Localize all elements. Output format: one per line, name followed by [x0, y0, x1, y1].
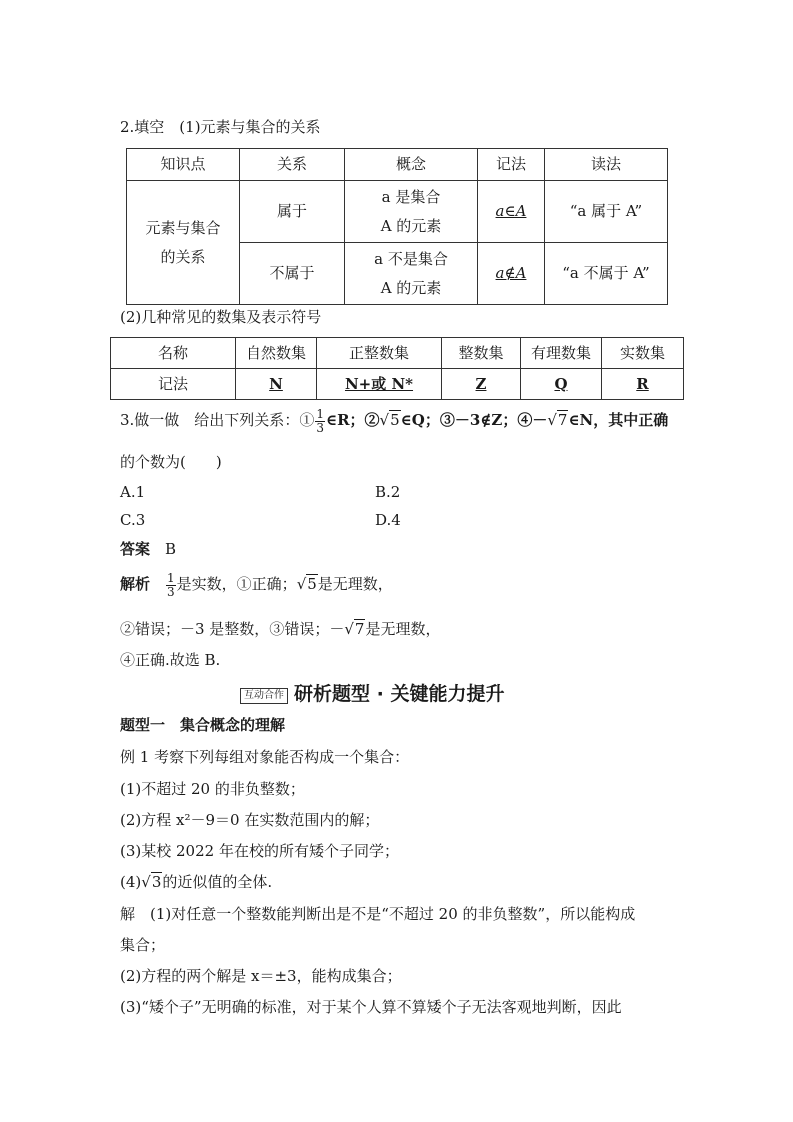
set-notation: Z [442, 369, 521, 400]
set-notation: N [236, 369, 317, 400]
analysis-line1: 解析 $\frac{1}{3}$ 是实数，①正确；√5是无理数， [120, 571, 393, 599]
analysis-part3: ②错误；－3 是整数，③错误；－ [120, 620, 345, 638]
sqrt-radicand: 5 [390, 411, 400, 430]
solution-line: (2)方程的两个解是 x＝±3，能构成集合； [120, 967, 402, 985]
fill-label2: (2)几种常见的数集及表示符号 [120, 308, 322, 326]
topic-line2: 的关系 [160, 247, 206, 266]
set-name: 有理数集 [521, 338, 602, 369]
exercise-line2: 的个数为( ) [120, 453, 222, 471]
exercise-part1: ∈R；② [325, 411, 380, 430]
analysis-label: 解析 [120, 575, 151, 594]
header-relation: 关系 [240, 149, 345, 181]
reading-cell: “a 属于 A” [545, 181, 668, 243]
section-title: 研析题型 · 关键能力提升 [294, 683, 505, 705]
type1-title: 题型一 集合概念的理解 [120, 716, 286, 734]
set-name: 整数集 [442, 338, 521, 369]
option-d: D.4 [375, 511, 401, 529]
notation-cell: a∈A [478, 181, 545, 243]
fill-label: 2.填空 (1)元素与集合的关系 [120, 118, 321, 136]
concept-line1: a 是集合 [381, 188, 441, 206]
concept-line2: A 的元素 [380, 216, 442, 235]
number-sets-table [110, 337, 684, 400]
section-badge: 互动合作 [240, 688, 288, 704]
example-item: (4)√3的近似值的全体. [120, 873, 273, 891]
header-reading: 读法 [545, 149, 668, 181]
exercise-intro: 3.做一做 给出下列关系：① [120, 411, 315, 430]
example-title: 例 1 考察下列每组对象能否构成一个集合： [120, 748, 410, 766]
relation-cell: 属于 [240, 181, 345, 243]
item4-prefix: (4) [120, 873, 142, 891]
option-a: A.1 [120, 483, 146, 501]
concept-cell [345, 181, 478, 243]
analysis-line3: ④正确.故选 B. [120, 651, 221, 669]
answer-label: 答案 [120, 540, 151, 558]
concept-cell [345, 243, 478, 305]
analysis-part1: 是实数，①正确； [176, 575, 297, 594]
set-notation: R [602, 369, 684, 400]
answer-value: B [165, 540, 177, 558]
example-item: (2)方程 x²－9＝0 在实数范围内的解； [120, 811, 380, 829]
fraction-numerator: 1 [316, 407, 324, 421]
exercise-part2: ∈Q；③－3∉Z；④－ [400, 411, 548, 430]
sqrt-radicand: 5 [307, 575, 317, 594]
set-name: 自然数集 [236, 338, 317, 369]
solution-line: (3)“矮个子”无明确的标准，对于某个人算不算矮个子无法客观地判断，因此 [120, 998, 622, 1016]
analysis-part4: 是无理数， [365, 620, 441, 638]
solution-line: 解 (1)对任意一个整数能判断出是不是“不超过 20 的非负整数”，所以能构成 [120, 905, 636, 923]
set-notation: N+或 N* [317, 369, 442, 400]
option-b: B.2 [375, 483, 401, 501]
set-name: 实数集 [602, 338, 684, 369]
analysis-part2: 是无理数， [317, 575, 393, 594]
notation-header: 记法 [111, 369, 236, 400]
sqrt-radicand: 7 [557, 411, 568, 430]
analysis-line2: ②错误；－3 是整数，③错误；－√7是无理数， [120, 620, 441, 638]
header-notation: 记法 [478, 149, 545, 181]
example-item: (1)不超过 20 的非负整数； [120, 780, 305, 798]
fraction-denominator: 3 [167, 584, 175, 599]
sqrt-radicand: 7 [354, 620, 365, 638]
exercise-part3: ∈N，其中正确 [568, 411, 669, 430]
topic-cell [127, 181, 240, 305]
reading-cell: “a 不属于 A” [545, 243, 668, 305]
section-heading [240, 683, 504, 706]
answer-line [120, 540, 176, 558]
notation-cell: a∉A [478, 243, 545, 305]
topic-line1: 元素与集合 [145, 219, 221, 237]
solution-line: 集合； [120, 936, 166, 954]
set-name: 正整数集 [317, 338, 442, 369]
exercise-question: 3.做一做 给出下列关系：① $\frac{1}{3}$ ∈R；②√5∈Q；③－3∉Z；④－√7∈N，其中正确 [120, 407, 669, 435]
fraction-numerator: 1 [167, 571, 175, 585]
concept-line2: A 的元素 [380, 278, 442, 297]
fraction [166, 572, 176, 598]
fraction [315, 408, 325, 434]
name-header: 名称 [111, 338, 236, 369]
concept-line1: a 不是集合 [374, 250, 448, 268]
example-item: (3)某校 2022 年在校的所有矮个子同学； [120, 842, 399, 860]
option-c: C.3 [120, 511, 146, 529]
element-set-relation-table [126, 148, 668, 305]
item4-suffix: 的近似值的全体. [162, 873, 273, 891]
relation-cell: 不属于 [240, 243, 345, 305]
set-notation: Q [521, 369, 602, 400]
sqrt-radicand: 3 [151, 873, 162, 891]
fraction-denominator: 3 [316, 420, 324, 435]
header-knowledge: 知识点 [127, 149, 240, 181]
header-concept: 概念 [345, 149, 478, 181]
